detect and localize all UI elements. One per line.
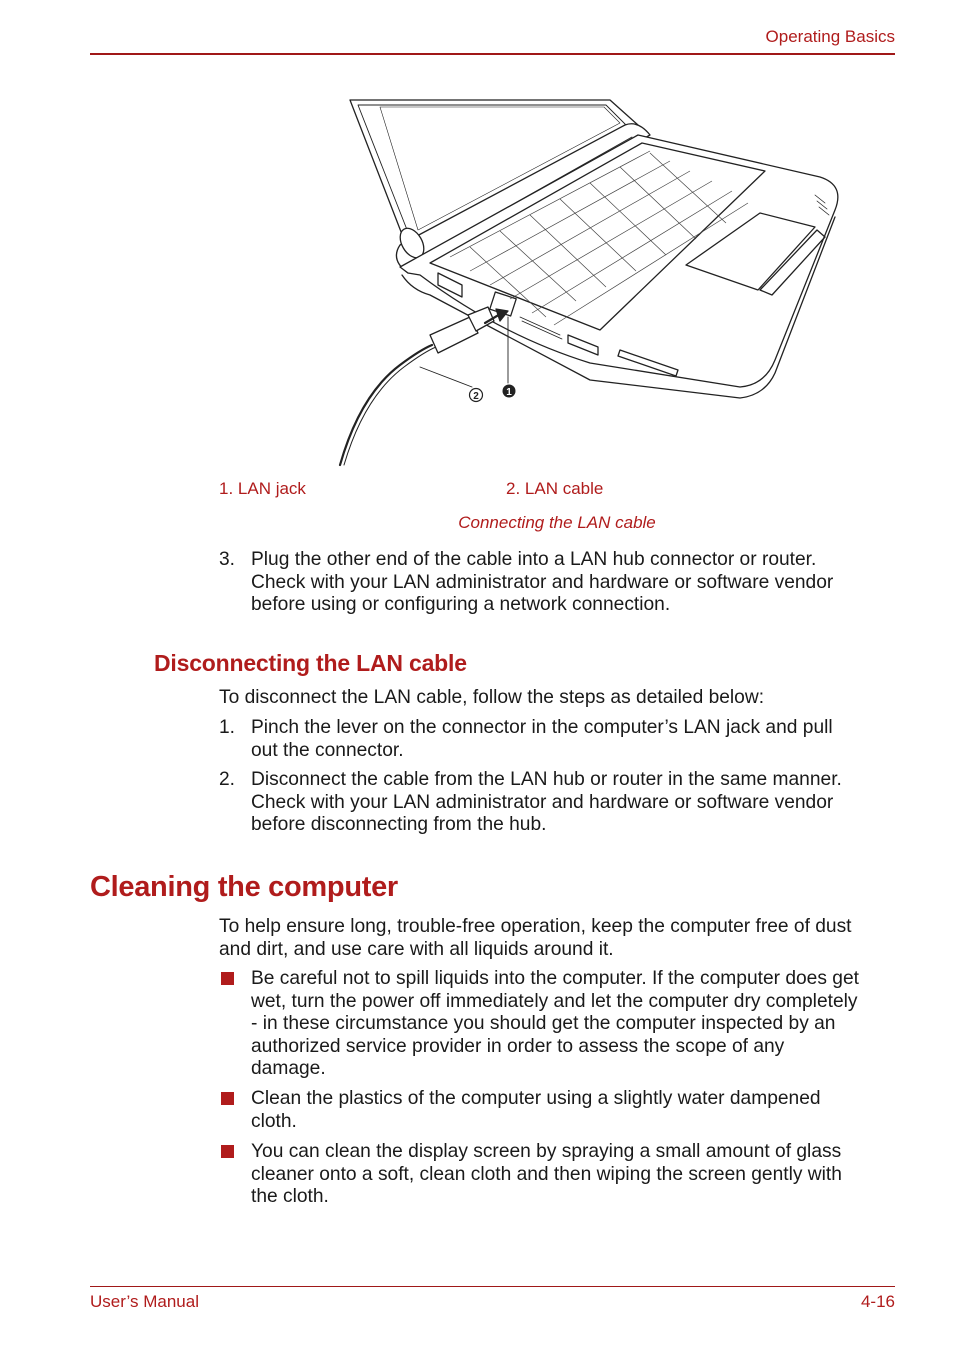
- step-number: 3.: [219, 549, 236, 570]
- step-line: Check with your LAN administrator and hardware or software vendor: [251, 791, 834, 813]
- step-line: Disconnect the cable from the LAN hub or router in the same manner.: [251, 769, 842, 790]
- bullet-line: cleaner onto a soft, clean cloth and then wiping the screen gently with: [251, 1163, 842, 1185]
- bullet-text: [251, 968, 901, 1081]
- bullet-text: [251, 1141, 901, 1209]
- cleaning-intro: [219, 916, 899, 961]
- step-text: [251, 717, 901, 762]
- intro-line: and dirt, and use care with all liquids around it.: [219, 938, 614, 960]
- bullet-line: - in these circumstance you should get the computer inspected by an: [251, 1013, 836, 1034]
- header-rule: [90, 53, 895, 55]
- bullet-line: authorized service provider in order to assess the scope of any: [251, 1035, 785, 1057]
- step-line: Plug the other end of the cable into a LAN hub connector or router.: [251, 549, 817, 570]
- intro-line: To help ensure long, trouble-free operation, keep the computer free of dust: [219, 916, 852, 937]
- section-heading: Cleaning the computer: [90, 871, 398, 903]
- figure-label-lan-jack: 1. LAN jack: [219, 479, 306, 498]
- callout-1-label: 1: [506, 387, 512, 398]
- disconnect-intro: To disconnect the LAN cable, follow the steps as detailed below:: [219, 687, 765, 708]
- step-text: [251, 769, 901, 837]
- step-line: out the connector.: [251, 739, 404, 761]
- bullet-line: Clean the plastics of the computer using a slightly water dampened: [251, 1088, 821, 1109]
- step-number: 1.: [219, 717, 236, 738]
- footer-manual-title: User’s Manual: [90, 1292, 199, 1311]
- step-line: Pinch the lever on the connector in the computer’s LAN jack and pull: [251, 717, 833, 738]
- bullet-line: the cloth.: [251, 1186, 329, 1207]
- callout-markers: [470, 385, 516, 403]
- step-number: 2.: [219, 769, 236, 790]
- footer-rule: [90, 1286, 895, 1287]
- bullet-line: You can clean the display screen by spraying a small amount of glass: [251, 1141, 842, 1162]
- callout-2-label: 2: [473, 391, 479, 402]
- bullet-line: Be careful not to spill liquids into the computer. If the computer does get: [251, 968, 859, 989]
- bullet-line: damage.: [251, 1058, 326, 1079]
- bullet-line: wet, turn the power off immediately and let the computer dry completely: [251, 990, 858, 1012]
- figure-label-lan-cable: 2. LAN cable: [506, 479, 604, 498]
- square-bullet-icon: [221, 1092, 234, 1105]
- square-bullet-icon: [221, 972, 234, 985]
- subsection-heading: Disconnecting the LAN cable: [154, 650, 467, 676]
- step-line: Check with your LAN administrator and hardware or software vendor: [251, 571, 834, 593]
- laptop-lan-illustration: [320, 95, 860, 470]
- bullet-text: [251, 1088, 901, 1133]
- step-line: before disconnecting from the hub.: [251, 814, 547, 835]
- step-text: [251, 549, 901, 617]
- figure-caption: Connecting the LAN cable: [458, 513, 656, 532]
- step-line: before using or configuring a network connection.: [251, 594, 671, 615]
- running-header: Operating Basics: [765, 27, 895, 46]
- bullet-line: cloth.: [251, 1110, 297, 1132]
- page-number: 4-16: [860, 1292, 895, 1311]
- square-bullet-icon: [221, 1145, 234, 1158]
